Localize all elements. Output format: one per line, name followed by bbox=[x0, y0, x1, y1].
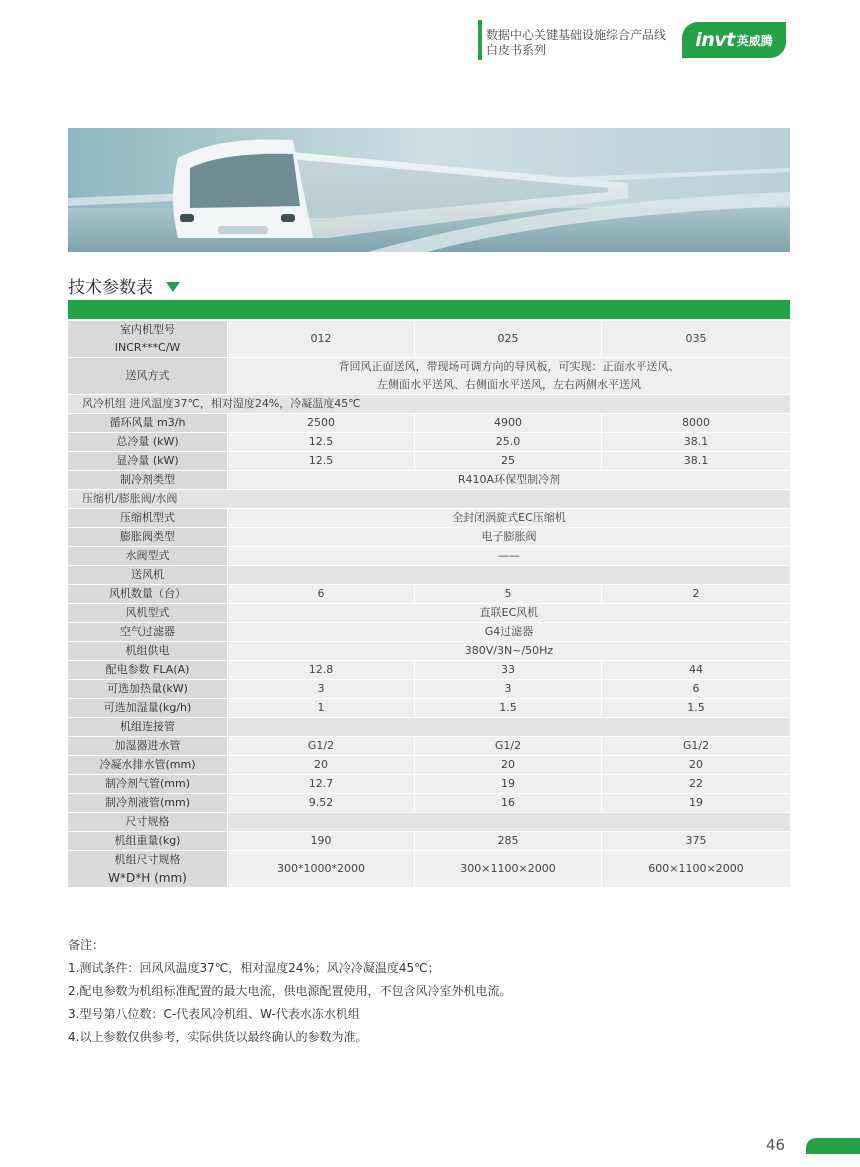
table-row: 送风方式 背回风正面送风，带现场可调方向的导风板，可实现：正面水平送风、 左侧面水平送风、右侧面水平送风，左右两侧水平送风 bbox=[68, 358, 790, 394]
header-line-2: 白皮书系列 bbox=[486, 43, 547, 57]
model-label: 室内机型号 INCR***C/W bbox=[68, 321, 228, 357]
table-row: 压缩机型式 全封闭涡旋式EC压缩机 bbox=[68, 509, 790, 527]
table-row: 尺寸规格 bbox=[68, 813, 790, 831]
table-row: 膨胀阀类型 电子膨胀阀 bbox=[68, 528, 790, 546]
logo-en: invt bbox=[695, 29, 735, 51]
table-row: 室内机型号 INCR***C/W 012 025 035 bbox=[68, 321, 790, 357]
table-row: 制冷剂类型 R410A环保型制冷剂 bbox=[68, 471, 790, 489]
table-row: 机组供电 380V/3N~/50Hz bbox=[68, 642, 790, 660]
table-row: 送风机 bbox=[68, 566, 790, 584]
section-title: 技术参数表 bbox=[68, 278, 153, 298]
table-row: 水阀型式 —— bbox=[68, 547, 790, 565]
table-row: 循环风量 m3/h 2500 4900 8000 bbox=[68, 414, 790, 432]
table-row: 风机数量（台） 6 5 2 bbox=[68, 585, 790, 603]
note-item: 1.测试条件：回风风温度37℃，相对湿度24%；风冷冷凝温度45℃； bbox=[68, 961, 440, 975]
header-line-1: 数据中心关键基础设施综合产品线 bbox=[486, 28, 667, 42]
notes-title: 备注： bbox=[68, 938, 105, 952]
note-item: 2.配电参数为机组标准配置的最大电流，供电源配置使用，不包含风冷室外机电流。 bbox=[68, 984, 512, 998]
table-row: 加湿器进水管 G1/2 G1/2 G1/2 bbox=[68, 737, 790, 755]
table-row: 机组连接管 bbox=[68, 718, 790, 736]
table-row: 空气过滤器 G4过滤器 bbox=[68, 623, 790, 641]
table-header-band bbox=[68, 300, 790, 319]
table-row: 冷凝水排水管(mm) 20 20 20 bbox=[68, 756, 790, 774]
page-footer-bar bbox=[806, 1138, 860, 1154]
notes-section bbox=[68, 934, 511, 1049]
table-row: 机组尺寸规格 W*D*H (mm) 300*1000*2000 300×1100×2000 600×1100×2000 bbox=[68, 851, 790, 887]
table-row: 压缩机/膨胀阀/水阀 bbox=[68, 490, 790, 508]
table-row: 风机型式 直联EC风机 bbox=[68, 604, 790, 622]
dimensions-label: 机组尺寸规格 W*D*H (mm) bbox=[68, 851, 228, 887]
table-row: 风冷机组 进风温度37℃，相对湿度24%，冷凝温度45℃ bbox=[68, 395, 790, 413]
table-row: 显冷量 (kW) 12.5 25 38.1 bbox=[68, 452, 790, 470]
spec-table bbox=[68, 320, 790, 888]
note-item: 3.型号第八位数：C-代表风冷机组、W-代表水冻水机组 bbox=[68, 1007, 360, 1021]
table-row: 制冷剂液管(mm) 9.52 16 19 bbox=[68, 794, 790, 812]
note-item: 4.以上参数仅供参考，实际供货以最终确认的参数为准。 bbox=[68, 1030, 368, 1044]
table-row: 可选加湿量(kg/h) 1 1.5 1.5 bbox=[68, 699, 790, 717]
table-row: 可选加热量(kW) 3 3 6 bbox=[68, 680, 790, 698]
triangle-down-icon bbox=[166, 282, 180, 292]
table-row: 机组重量(kg) 190 285 375 bbox=[68, 832, 790, 850]
table-row: 制冷剂气管(mm) 12.7 19 22 bbox=[68, 775, 790, 793]
header-accent-bar bbox=[478, 20, 482, 60]
header-title bbox=[486, 28, 666, 58]
invt-logo bbox=[682, 22, 786, 58]
train-banner-image bbox=[68, 128, 790, 252]
table-row: 配电参数 FLA(A) 12.8 33 44 bbox=[68, 661, 790, 679]
supply-mode-value: 背回风正面送风，带现场可调方向的导风板，可实现：正面水平送风、 左侧面水平送风、右侧面水平送风，左右两侧水平送风 bbox=[228, 358, 790, 394]
logo-cn: 英威腾 bbox=[736, 33, 773, 48]
page-number: 46 bbox=[766, 1136, 786, 1154]
table-row: 总冷量 (kW) 12.5 25.0 38.1 bbox=[68, 433, 790, 451]
